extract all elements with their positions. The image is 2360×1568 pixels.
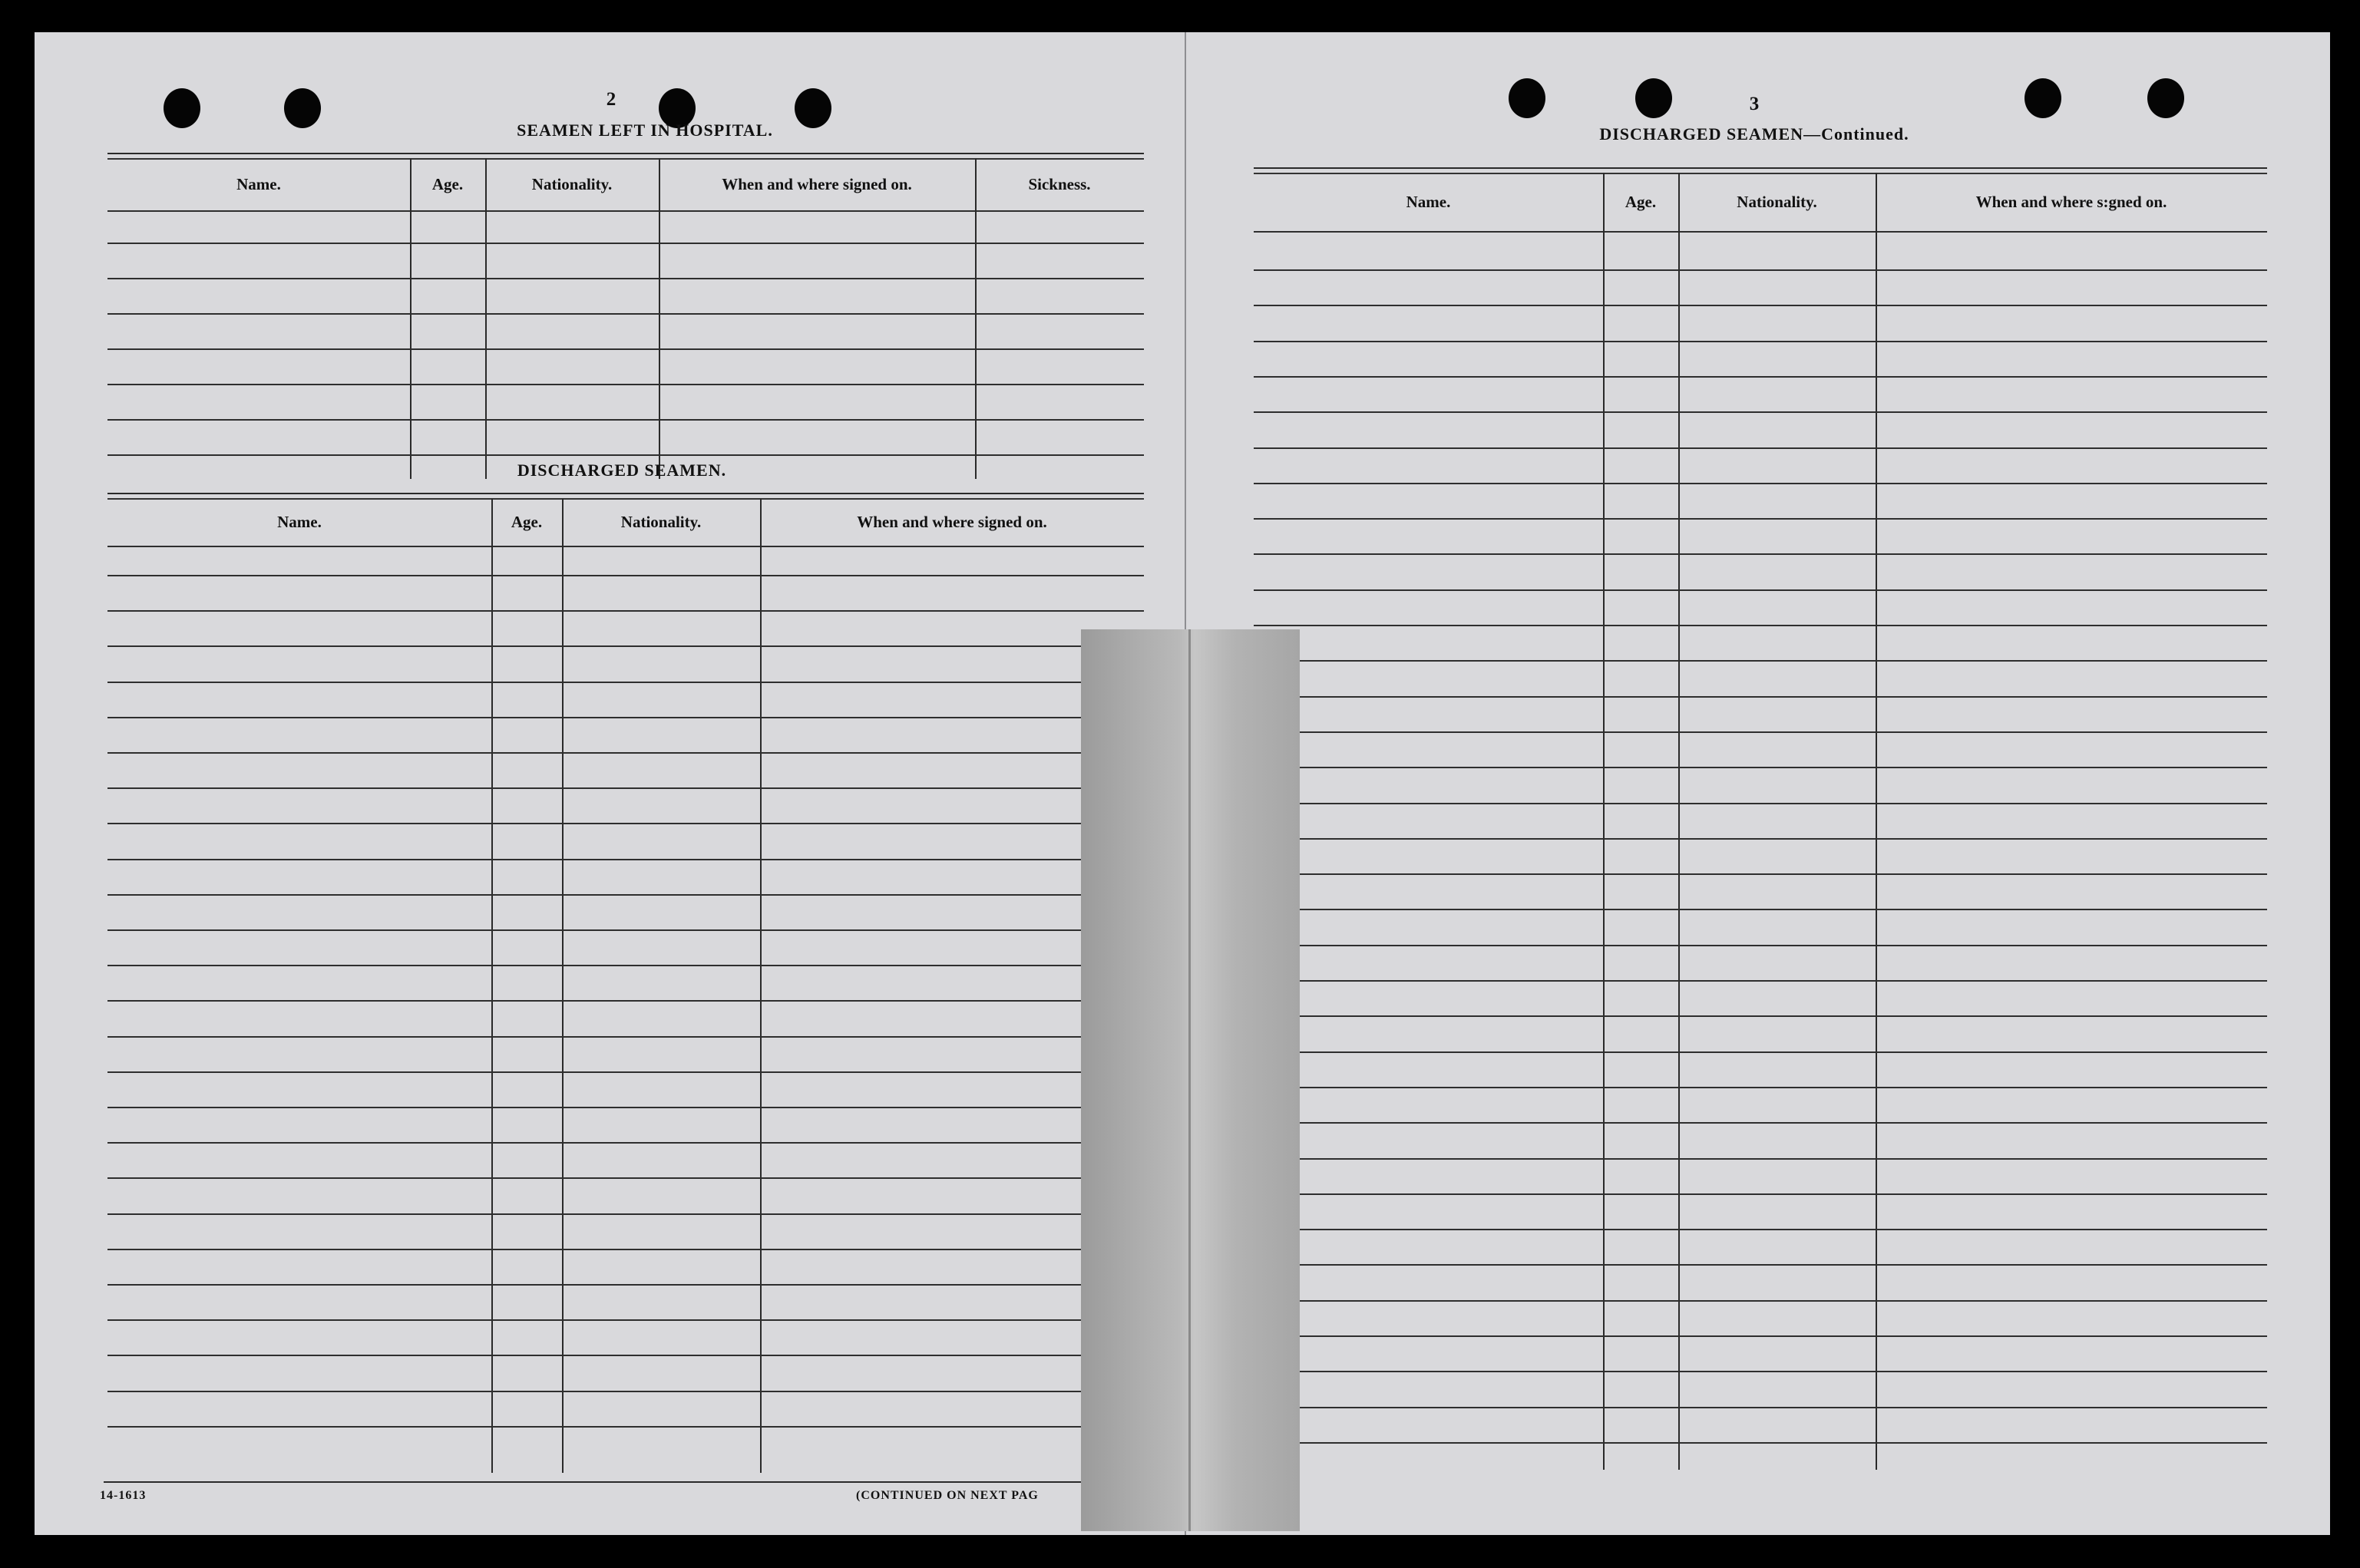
table-row — [107, 1284, 1144, 1286]
column-separator — [760, 498, 762, 1473]
header-bottom-rule — [107, 210, 1144, 212]
table-row — [107, 752, 1144, 754]
column-separator — [562, 498, 564, 1473]
table-row — [1254, 1158, 2267, 1160]
punch-hole — [164, 88, 200, 128]
table-row — [1254, 696, 2267, 698]
table-row — [1254, 980, 2267, 982]
header-bottom-rule — [107, 546, 1144, 547]
column-header: Sickness. — [1028, 175, 1091, 193]
table-row — [107, 1036, 1144, 1038]
table-row — [1254, 1193, 2267, 1195]
table-row — [1254, 1264, 2267, 1266]
column-separator — [1678, 173, 1680, 1470]
table-row — [107, 894, 1144, 896]
table-row — [1254, 1051, 2267, 1053]
punch-hole — [1509, 78, 1545, 118]
table-row — [1254, 553, 2267, 555]
punch-hole — [1635, 78, 1672, 118]
table-row — [1254, 305, 2267, 306]
table-row — [1254, 447, 2267, 449]
column-separator — [491, 498, 493, 1473]
table-row — [107, 1426, 1144, 1428]
table-row — [107, 575, 1144, 576]
table-row — [107, 419, 1144, 421]
table-row — [107, 859, 1144, 860]
column-separator — [1876, 173, 1877, 1470]
table-row — [107, 1213, 1144, 1215]
column-header: Name. — [277, 513, 322, 531]
column-header: When and where s:gned on. — [1975, 193, 2167, 211]
column-separator — [410, 158, 412, 479]
column-header: Age. — [511, 513, 543, 531]
table-row — [1254, 518, 2267, 520]
table-row — [107, 645, 1144, 647]
table-row — [1254, 1371, 2267, 1372]
column-header: When and where signed on. — [857, 513, 1047, 531]
left-page — [35, 32, 1186, 1535]
table-row — [1254, 376, 2267, 378]
repair-tape — [1081, 629, 1300, 1531]
table-row — [1254, 909, 2267, 910]
column-header: Age. — [1625, 193, 1657, 211]
page-number: 2 — [606, 89, 616, 110]
table-row — [107, 313, 1144, 315]
punch-hole — [284, 88, 321, 128]
discharged-continued-table — [1254, 173, 2267, 1470]
table-row — [1254, 1122, 2267, 1124]
table-row — [1254, 1300, 2267, 1302]
discharged-section-title: DISCHARGED SEAMEN. — [517, 460, 727, 480]
right-page — [1186, 32, 2330, 1535]
form-number: 14-1613 — [100, 1489, 147, 1502]
column-separator — [1603, 173, 1605, 1470]
page-number: 3 — [1749, 94, 1760, 114]
table-row — [1254, 945, 2267, 946]
table-row — [1254, 589, 2267, 591]
discharged-continued-title: DISCHARGED SEAMEN—Continued. — [1599, 124, 1909, 144]
header-double-rule — [107, 493, 1144, 494]
table-row — [1254, 341, 2267, 342]
footer-rule — [104, 1481, 1132, 1483]
header-double-rule — [107, 153, 1144, 154]
table-row — [107, 787, 1144, 789]
table-row — [1254, 838, 2267, 840]
header-double-rule — [1254, 167, 2267, 169]
column-header: Name. — [236, 175, 281, 193]
table-row — [1254, 625, 2267, 626]
table-row — [107, 1319, 1144, 1321]
column-header: Nationality. — [1737, 193, 1817, 211]
table-row — [107, 278, 1144, 279]
table-row — [107, 1177, 1144, 1179]
hospital-section-title: SEAMEN LEFT IN HOSPITAL. — [517, 120, 773, 140]
table-row — [107, 1391, 1144, 1392]
column-separator — [659, 158, 660, 479]
table-row — [1254, 411, 2267, 413]
table-row — [1254, 1335, 2267, 1337]
table-row — [107, 823, 1144, 824]
table-row — [1254, 1442, 2267, 1444]
continued-note: (CONTINUED ON NEXT PAG — [856, 1489, 1039, 1502]
table-row — [1254, 1087, 2267, 1088]
table-row — [1254, 483, 2267, 484]
table-row — [107, 384, 1144, 385]
table-row — [1254, 873, 2267, 875]
column-header: Age. — [431, 175, 464, 193]
table-row — [1254, 803, 2267, 804]
table-row — [1254, 1407, 2267, 1408]
table-row — [107, 965, 1144, 966]
table-row — [107, 1000, 1144, 1002]
table-row — [1254, 731, 2267, 733]
column-separator — [485, 158, 487, 479]
table-row — [1254, 767, 2267, 768]
table-row — [107, 243, 1144, 244]
punch-hole — [2025, 78, 2061, 118]
table-row — [1254, 660, 2267, 662]
table-row — [1254, 1229, 2267, 1230]
table-row — [107, 1249, 1144, 1250]
column-header: Nationality. — [531, 175, 613, 193]
table-row — [107, 929, 1144, 931]
table-row — [107, 1071, 1144, 1073]
table-row — [107, 717, 1144, 718]
table-row — [107, 348, 1144, 350]
column-separator — [975, 158, 977, 479]
column-header: Name. — [1406, 193, 1451, 211]
column-header: Nationality. — [620, 513, 702, 531]
table-row — [107, 610, 1144, 612]
punch-hole — [2147, 78, 2184, 118]
column-header: When and where signed on. — [722, 175, 912, 193]
table-row — [107, 682, 1144, 683]
table-row — [107, 1355, 1144, 1356]
table-row — [107, 454, 1144, 456]
hospital-table — [107, 158, 1144, 479]
table-row — [1254, 269, 2267, 271]
table-row — [107, 1107, 1144, 1108]
table-row — [107, 1142, 1144, 1144]
discharged-table — [107, 498, 1144, 1473]
header-bottom-rule — [1254, 231, 2267, 233]
table-row — [1254, 1015, 2267, 1017]
